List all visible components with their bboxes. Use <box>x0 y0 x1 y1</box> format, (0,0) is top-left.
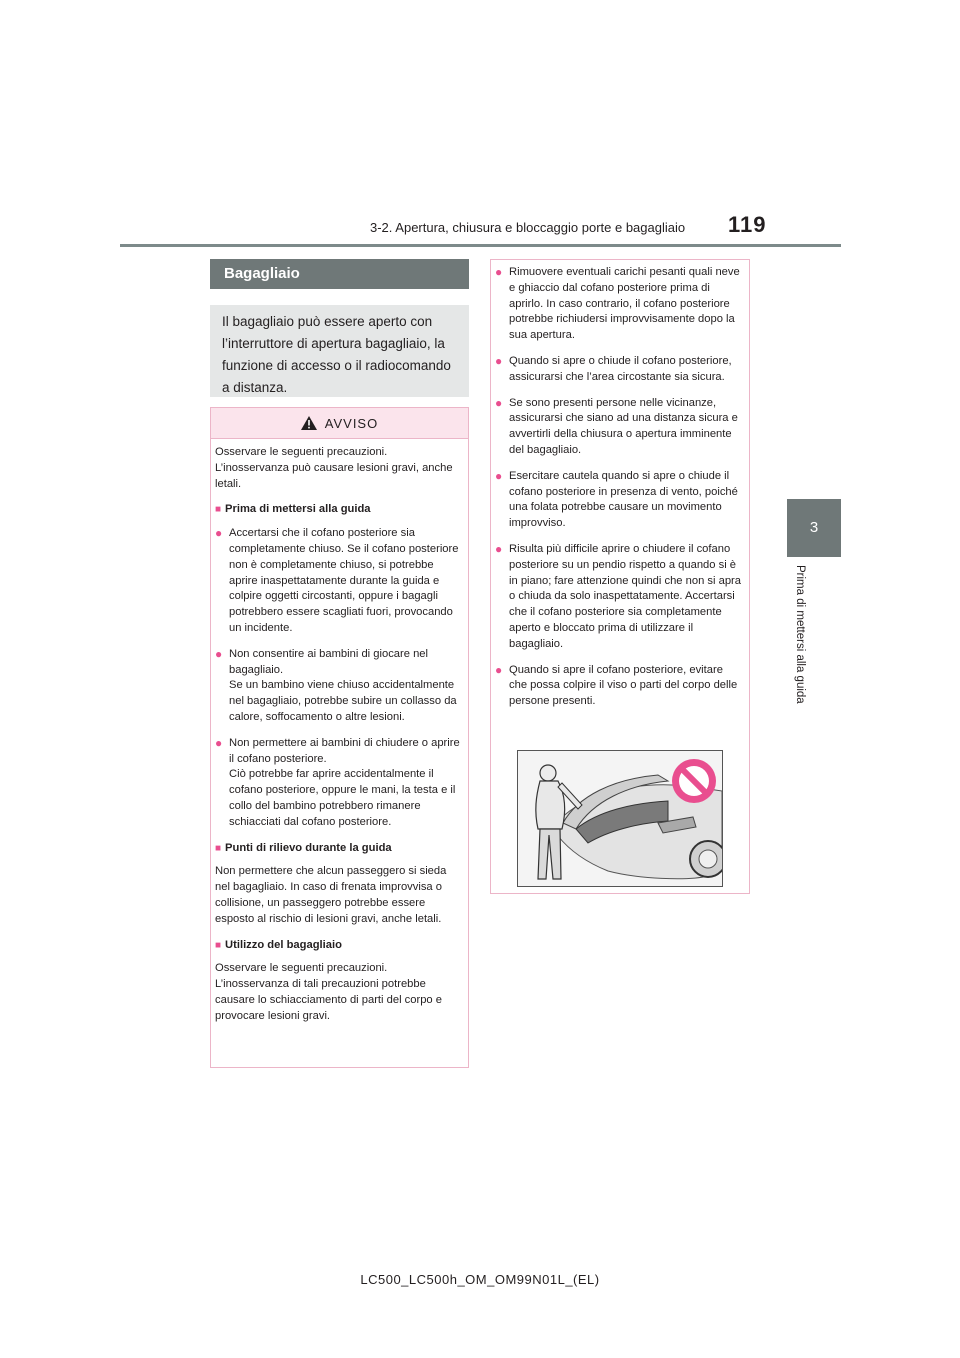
round-bullet-icon: ● <box>215 735 223 750</box>
section-intro: Il bagagliaio può essere aperto con l’interruttore di apertura bagagliaio, la funzione di accesso o il radiocomando a distanza. <box>210 305 469 397</box>
section-title: Bagagliaio <box>210 259 469 289</box>
round-bullet-icon: ● <box>495 265 503 279</box>
warning-box <box>210 407 469 1068</box>
person-opening-trunk-illustration <box>518 751 722 886</box>
chapter-tab: 3 <box>787 499 841 557</box>
list-item: ● Non consentire ai bambini di giocare nel bagagliaio. Se un bambino viene chiuso accidentalmente nel bagagliaio, potrebbe subire un collasso da calore, soffocamento o altre lesioni. <box>215 647 460 726</box>
warning-paragraph: Non permettere che alcun passeggero si sieda nel bagagliaio. In caso di frenata improvvisa o collisione, un passeggero potrebbe essere esposto al rischio di lesioni gravi, anche letali. <box>215 865 447 925</box>
warning-subheading: ■ Utilizzo del bagagliaio <box>215 938 460 954</box>
round-bullet-icon: ● <box>215 646 223 661</box>
square-bullet-icon: ■ <box>215 939 222 951</box>
list-item: ● Quando si apre il cofano posteriore, evitare che possa colpire il viso o parti del corpo delle persone presenti. <box>495 663 743 710</box>
warning-subheading: ■ Punti di rilievo durante la guida <box>215 841 460 857</box>
header-rule <box>120 244 841 247</box>
page-number: 119 <box>728 212 767 237</box>
warning-triangle-icon <box>301 416 317 430</box>
warning-title: AVVISO <box>324 415 379 431</box>
round-bullet-icon: ● <box>495 395 503 410</box>
chapter-side-label: Prima di mettersi alla guida <box>794 565 806 704</box>
list-item: ● Non permettere ai bambini di chiudere o aprire il cofano posteriore. Ciò potrebbe far aprire accidentalmente il cofano posteriore, oppure le mani, la testa e il collo del bambino potrebbero rimanere schiacciati dal cofano posteriore. <box>215 736 460 831</box>
list-item: ● Accertarsi che il cofano posteriore sia completamente chiuso. Se il cofano posteriore non è completamente chiuso, si potrebbe aprire inaspettatamente durante la guida e colpire oggetti circostanti, oppure i bagagli potrebbero essere scagliati fuori, provocando un incidente. <box>215 526 460 637</box>
square-bullet-icon: ■ <box>215 504 222 516</box>
list-item: ● Esercitare cautela quando si apre o chiude il cofano posteriore in presenza di vento, poiché una folata potrebbe causare un movimento improvviso. <box>495 469 743 532</box>
square-bullet-icon: ■ <box>215 842 222 854</box>
warning-paragraph: Osservare le seguenti precauzioni. L’inosservanza di tali precauzioni potrebbe causare lo schiacciamento di parti del corpo e provocare lesioni gravi. <box>215 962 442 1022</box>
warning-header <box>211 408 468 439</box>
list-item: ● Quando si apre o chiude il cofano posteriore, assicurarsi che l’area circostante sia sicura. <box>495 354 743 386</box>
list-item: ● Se sono presenti persone nelle vicinanze, assicurarsi che siano ad una distanza sicura e avvertirli della chiusura o apertura imminente del bagagliaio. <box>495 396 743 459</box>
header-title: 3-2. Apertura, chiusura e bloccaggio porte e bagagliaio <box>370 220 686 235</box>
warning-subheading: ■ Prima di mettersi alla guida <box>215 502 460 518</box>
trunk-illustration <box>517 750 723 887</box>
document-footer-code: LC500_LC500h_OM_OM99N01L_(EL) <box>360 1272 600 1287</box>
round-bullet-icon: ● <box>495 541 503 556</box>
list-item: ● Rimuovere eventuali carichi pesanti quali neve e ghiaccio dal cofano posteriore prima di aprirlo. In caso contrario, il cofano posteriore potrebbe richiudersi improvvisamente dopo la sua apertura. <box>495 265 743 344</box>
round-bullet-icon: ● <box>495 468 503 483</box>
round-bullet-icon: ● <box>495 353 503 368</box>
list-item: ● Risulta più difficile aprire o chiudere il cofano posteriore su un pendio rispetto a quando si è in piano; fare attenzione quindi che non si apra o chiuda da solo inaspettatamente. Accertarsi che il cofano posteriore sia completamente aperto e bloccato prima di utilizzare il bagagliaio. <box>495 542 743 653</box>
warning-intro: Osservare le seguenti precauzioni. L’inosservanza può causare lesioni gravi, anche letali. <box>215 446 453 490</box>
round-bullet-icon: ● <box>215 526 223 541</box>
round-bullet-icon: ● <box>495 662 503 677</box>
